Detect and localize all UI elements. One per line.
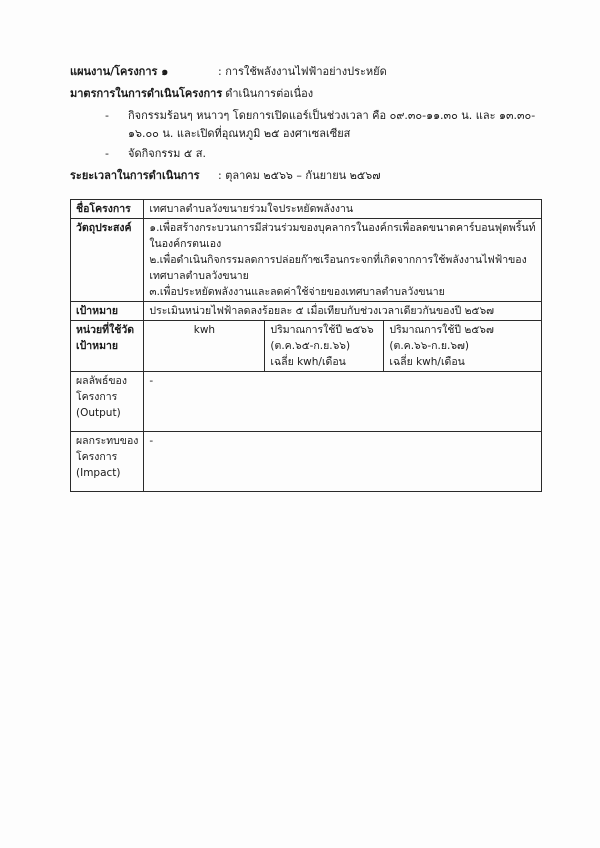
- indicator-label-line: หน่วยที่ใช้วัด: [76, 324, 135, 336]
- bullet-text-line1: กิจกรรมร้อนๆ หนาวๆ โดยการเปิดแอร์เป็นช่วงเวลา คือ ๐๙.๓๐-๑๑.๓๐ น. และ ๑๓.๓๐-: [128, 109, 536, 122]
- usage-2567-cell: [384, 321, 541, 372]
- usage-title: ปริมาณการใช้ปี ๒๕๖๖: [270, 324, 374, 336]
- objective-label: วัตถุประสงค์: [71, 219, 144, 302]
- bullet-text: จัดกิจกรรม ๕ ส.: [128, 147, 206, 160]
- plan-value: : การใช้พลังงานไฟฟ้าอย่างประหยัด: [218, 65, 387, 78]
- objective-line: ในองค์กรตนเอง: [149, 238, 222, 250]
- table-row: [71, 200, 542, 219]
- usage-2566-cell: [265, 321, 384, 372]
- output-label-line: โครงการ: [76, 391, 118, 403]
- objective-line: เทศบาลตำบลวังขนาย: [149, 270, 249, 282]
- project-name-label: ชื่อโครงการ: [71, 200, 144, 219]
- impact-label-line: โครงการ: [76, 451, 118, 463]
- objective-line: ๒.เพื่อดำเนินกิจกรรมลดการปล่อยก๊าซเรือนกระจกที่เกิดจากการใช้พลังงานไฟฟ้าของ: [149, 254, 527, 266]
- bullet-dash: -: [105, 109, 109, 122]
- table-row: [71, 372, 542, 432]
- table-row: [71, 321, 542, 372]
- objective-line: ๓.เพื่อประหยัดพลังงานและลดค่าใช้จ่ายของเทศบาลตำบลวังขนาย: [149, 286, 445, 298]
- usage-avg: เฉลี่ย kwh/เดือน: [270, 356, 346, 368]
- table-row: [71, 219, 542, 302]
- impact-label: [71, 432, 144, 492]
- project-name-value: เทศบาลตำบลวังขนายร่วมใจประหยัดพลังงาน: [144, 200, 541, 219]
- impact-value: -: [144, 432, 541, 492]
- table-row: [71, 432, 542, 492]
- usage-title: ปริมาณการใช้ปี ๒๕๖๗: [389, 324, 494, 336]
- project-table: [70, 199, 542, 492]
- objective-value: [144, 219, 541, 302]
- output-label-line: (Output): [76, 407, 121, 419]
- output-label-line: ผลลัพธ์ของ: [76, 375, 127, 387]
- usage-avg: เฉลี่ย kwh/เดือน: [389, 356, 465, 368]
- indicator-label-line: เป้าหมาย: [76, 340, 119, 352]
- period-label: ระยะเวลาในการดำเนินการ: [70, 169, 200, 182]
- impact-label-line: ผลกระทบของ: [76, 435, 139, 447]
- table-row: [71, 302, 542, 321]
- output-value: -: [144, 372, 541, 432]
- target-label: เป้าหมาย: [71, 302, 144, 321]
- output-label: [71, 372, 144, 432]
- unit-value: kwh: [144, 321, 265, 372]
- objective-line: ๑.เพื่อสร้างกระบวนการมีส่วนร่วมของบุคลากรในองค์กรเพื่อลดขนาดคาร์บอนฟุตพริ้นท์: [149, 222, 536, 234]
- period-value: : ตุลาคม ๒๕๖๖ – กันยายน ๒๕๖๗: [218, 169, 381, 182]
- target-value: ประเมินหน่วยไฟฟ้าลดลงร้อยละ ๕ เมื่อเทียบกับช่วงเวลาเดียวกันของปี ๒๕๖๗: [144, 302, 541, 321]
- bullet-text-line2: ๑๖.๐๐ น. และเปิดที่อุณหภูมิ ๒๕ องศาเซลเซียส: [128, 127, 351, 140]
- impact-label-line: (Impact): [76, 467, 121, 479]
- measure-value: : ดำเนินการต่อเนื่อง: [218, 87, 314, 100]
- indicator-label: [71, 321, 144, 372]
- plan-label: แผนงาน/โครงการ ๑: [70, 65, 169, 78]
- bullet-dash: -: [105, 147, 109, 160]
- usage-period: (ต.ค.๖๖-ก.ย.๖๗): [389, 340, 469, 352]
- usage-period: (ต.ค.๖๕-ก.ย.๖๖): [270, 340, 351, 352]
- measure-label: มาตรการในการดำเนินโครงการ: [70, 87, 223, 100]
